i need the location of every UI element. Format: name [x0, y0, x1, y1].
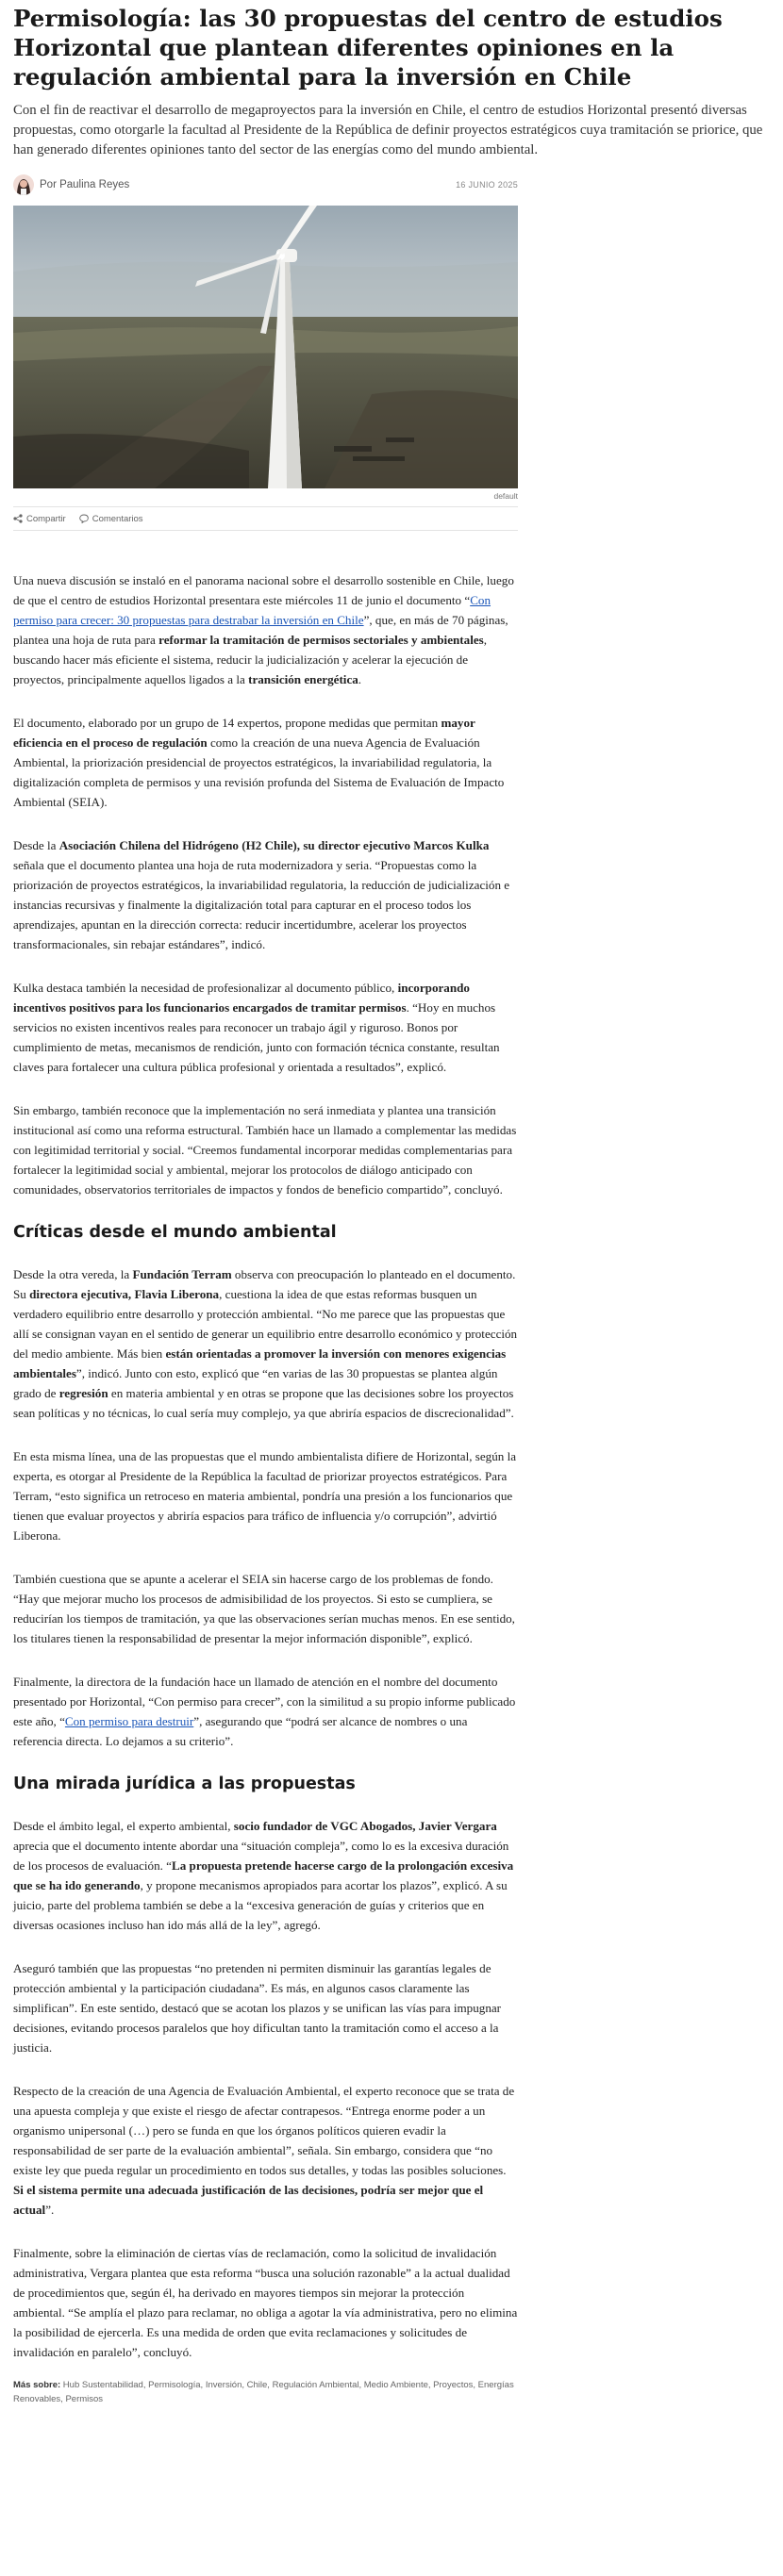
paragraph — [13, 835, 518, 954]
bold-text: La propuesta pretende hacerse cargo de la prolongación excesiva que se ha ido generando — [13, 1858, 514, 1892]
share-button[interactable] — [13, 514, 66, 524]
bold-text: incorporando incentivos positivos para los funcionarios encargados de tramitar permisos — [13, 981, 470, 1015]
paragraph — [13, 978, 518, 1077]
text: Una nueva discusión se instaló en el panorama nacional sobre el desarrollo sostenible en Chile, luego de que el centro de estudios Horizontal presentara este miércoles 11 de junio el documento “ — [13, 573, 514, 607]
wind-turbine-photo — [13, 206, 518, 488]
paragraph: Finalmente, sobre la eliminación de ciertas vías de reclamación, como la solicitud de invalidación administrativa, Vergara plantea que esta reforma “busca una solución razonable” a la actual dualidad de procedimientos que, según él, ha derivado en mayores tiempos sin mejorar la protección ambiental. “Se amplía el plazo para reclamar, no obliga a agotar la vía administrativa, pero no elimina la posibilidad de ejercerla. Es una medida de orden que evita reclamaciones y solicitudes de invalidación en paralelo”, concluyó. — [13, 2246, 518, 2359]
author-block[interactable] — [13, 174, 129, 195]
byline — [13, 172, 518, 198]
paragraph — [13, 713, 518, 812]
bold-text: reformar la tramitación de permisos sectoriales y ambientales — [158, 633, 484, 647]
bold-text: mayor eficiencia en el proceso de regulación — [13, 716, 475, 750]
comments-button[interactable] — [79, 514, 143, 524]
text: como la creación de una nueva Agencia de Evaluación Ambiental, la priorización presidencial de proyectos estratégicos, la invariabilidad regulatoria, la digitalización completa de permisos y una revisión profunda del Sistema de Evaluación de Impacto Ambiental (SEIA). — [13, 735, 505, 809]
text: . — [358, 672, 362, 686]
tags-label: Más sobre: — [13, 2380, 61, 2390]
text: , y propone mecanismos apropiados para acortar los plazos”, explicó. A su juicio, parte del problema también se debe a la “excesiva generación de guías y criterios que en diversas ocasiones incluso han ido más allá de la ley”, agregó. — [13, 1878, 508, 1932]
paragraph: Aseguró también que las propuestas “no pretenden ni permiten disminuir las garantías legales de protección ambiental y la participación ciudadana”. Es más, en algunos casos claramente las simplifican”. En este sentido, destacó que se acotan los plazos y se unifican las vías para impugnar decisiones, evitando procesos paralelos que hoy dificultan tanto la tramitación como el acceso a la justicia. — [13, 1961, 502, 2055]
paragraph — [13, 1264, 518, 1423]
publish-date: 16 JUNIO 2025 — [456, 180, 518, 190]
text: señala que el documento plantea una hoja de ruta modernizadora y seria. “Propuestas como la priorización de proyectos estratégicos, la invariabilidad regulatoria, la reducción de judicialización e instancias recursivas y finalmente la digitalización total para capturar en el proceso todos los aprendizajes, apuntan en la dirección correcta: reducir incertidumbre, acelerar los proyectos transformacionales, sin rebajar estándares”, indicó. — [13, 858, 510, 951]
comments-label: Comentarios — [92, 513, 143, 524]
text: Desde la otra vereda, la — [13, 1267, 133, 1281]
report-link[interactable]: Con permiso para crecer: 30 propuestas para destrabar la inversión en Chile — [13, 593, 491, 627]
text: ”, que, en más de 70 páginas, plantea una hoja de ruta para — [13, 613, 508, 647]
text: El documento, elaborado por un grupo de 14 expertos, propone medidas que permitan — [13, 716, 441, 730]
text: Desde la — [13, 838, 59, 852]
text: ”, indicó. Junto con esto, explicó que “en varias de las 30 propuestas se plantea algún grado de — [13, 1366, 498, 1400]
text: Respecto de la creación de una Agencia de Evaluación Ambiental, el experto reconoce que se trata de una apuesta compleja y que existe el riesgo de afectar contrapesos. “Entrega enorme poder a un organismo unipersonal (…) pero se funda en que los órganos políticos quieren evadir la responsabilidad de ser parte de la evaluación ambiental”, señala. Sin embargo, considera que “no existe ley que pueda regular un procedimiento en todos sus detalles, y todas las posibles soluciones. — [13, 2084, 515, 2177]
text: en materia ambiental y en otras se propone que las decisiones sobre los proyectos sean políticas y no técnicas, lo cual sería muy complejo, ya que abriría espacios de discrecionalidad”. — [13, 1386, 514, 1420]
text: , cuestiona la idea de que estas reformas busquen un verdadero equilibrio entre desarrollo y protección ambiental. “No me parece que las propuestas que allí se consignan vayan en el sentido de generar un equilibrio entre desarrollo económico y protección del medio ambiente. Más bien — [13, 1287, 518, 1361]
text: aprecia que el documento intente abordar una “situación compleja”, como lo es la excesiva duración de los procesos de evaluación. “ — [13, 1839, 509, 1873]
share-label: Compartir — [26, 513, 66, 524]
article-tags — [13, 2378, 518, 2406]
bold-text: transición energética — [248, 672, 358, 686]
bold-text: están orientadas a promover la inversión con menores exigencias ambientales — [13, 1346, 507, 1380]
text: Finalmente, la directora de la fundación hace un llamado de atención en el nombre del documento presentado por Horizontal, “Con permiso para crecer”, con la similitud a su propio informe publicado este año, “ — [13, 1675, 516, 1728]
bold-text: Fundación Terram — [132, 1267, 232, 1281]
bold-text: directora ejecutiva, Flavia Liberona — [29, 1287, 220, 1301]
hero-image — [13, 206, 518, 488]
bold-text: socio fundador de VGC Abogados, Javier Vergara — [233, 1819, 497, 1833]
section-heading-criticas: Críticas desde el mundo ambiental — [13, 1223, 337, 1242]
text: . “Hoy en muchos servicios no existen incentivos reales para reconocer un trabajo ágil y riguroso. Bonos por cumplimiento de metas, mecanismos de rendición, junto con formación técnica constante, resultan claves para fortalecer una cultura pública profesional y orientada a resultados”, explicó. — [13, 1000, 500, 1074]
text: Kulka destaca también la necesidad de profesionalizar al documento público, — [13, 981, 398, 995]
paragraph: En esta misma línea, una de las propuestas que el mundo ambientalista difiere de Horizontal, según la experta, es otorgar al Presidente de la República la facultad de priorizar proyectos estratégicos. Para Terram, “esto significa un retroceso en materia ambiental, pondría una presión a los funcionarios que tienen que evaluar proyectos y abriría espacios para tráfico de influencia y/o corrupción”, advirtió Liberona. — [13, 1449, 517, 1543]
share-bar — [13, 506, 518, 531]
author-name[interactable]: Por Paulina Reyes — [40, 179, 130, 190]
article-body — [13, 570, 518, 2406]
paragraph — [13, 570, 518, 689]
tags-list[interactable]: Hub Sustentabilidad, Permisología, Inversión, Chile, Regulación Ambiental, Medio Ambiente, Proyectos, Energías Renovables, Permisos — [13, 2380, 514, 2404]
bold-text: Asociación Chilena del Hidrógeno (H2 Chile), su director ejecutivo Marcos Kulka — [58, 838, 490, 852]
paragraph: Sin embargo, también reconoce que la implementación no será inmediata y plantea una transición institucional así como una reforma estructural. También hace un llamado a complementar las medidas con legitimidad territorial y social. “Creemos fundamental incorporar medidas complementarias para fortalecer la legitimidad social y ambiental, mejorar los protocolos de diálogo anticipado con comunidades, observatorios territoriales de impactos y fondos de beneficio compartido”, concluyó. — [13, 1103, 517, 1197]
paragraph: También cuestiona que se apunte a acelerar el SEIA sin hacerse cargo de los problemas de fondo. “Hay que mejorar mucho los procesos de admisibilidad de los proyectos. Si esto se cumpliera, se reducirían los tiempos de tramitación, ya que las observaciones serían muchas menos. En ese sentido, los titulares tienen la responsabilidad de presentar la mejor información disponible”, explicó. — [13, 1572, 515, 1645]
image-caption: default — [493, 491, 518, 501]
text: ”. — [45, 2203, 55, 2217]
paragraph — [13, 1672, 518, 1751]
paragraph — [13, 2081, 518, 2220]
bold-text: Si el sistema permite una adecuada justificación de las decisiones, podría ser mejor que el actual — [13, 2183, 484, 2217]
terram-report-link[interactable]: Con permiso para destruir — [64, 1714, 194, 1728]
comment-icon — [79, 514, 89, 523]
text: Desde el ámbito legal, el experto ambiental, — [13, 1819, 234, 1833]
article-lead: Con el fin de reactivar el desarrollo de megaproyectos para la inversión en Chile, el centro de estudios Horizontal presentó diversas propuestas, como otorgarle la facultad al Presidente de la República de definir proyectos estratégicos cuya tramitación se priorice, que han generado diferentes opiniones tanto del sector de las energías como del mundo ambiental. — [13, 103, 763, 157]
text: ”, asegurando que “podrá ser alcance de nombres o una referencia directa. Lo dejamos a su criterio”. — [13, 1714, 468, 1748]
section-heading-juridica: Una mirada jurídica a las propuestas — [13, 1775, 356, 1793]
paragraph — [13, 1816, 518, 1935]
article-title: Permisología: las 30 propuestas del centro de estudios Horizontal que plantean diferentes opiniones en la regulación ambiental para la inversión en Chile — [13, 5, 723, 91]
author-avatar[interactable] — [13, 174, 34, 195]
text: , buscando hacer más eficiente el sistema, reducir la judicialización y acelerar la ejecución de proyectos, principalmente aquellos ligados a la — [13, 633, 488, 686]
share-icon — [13, 514, 23, 523]
bold-text: regresión — [58, 1386, 108, 1400]
text: observa con preocupación lo planteado en el documento. Su — [13, 1267, 516, 1301]
